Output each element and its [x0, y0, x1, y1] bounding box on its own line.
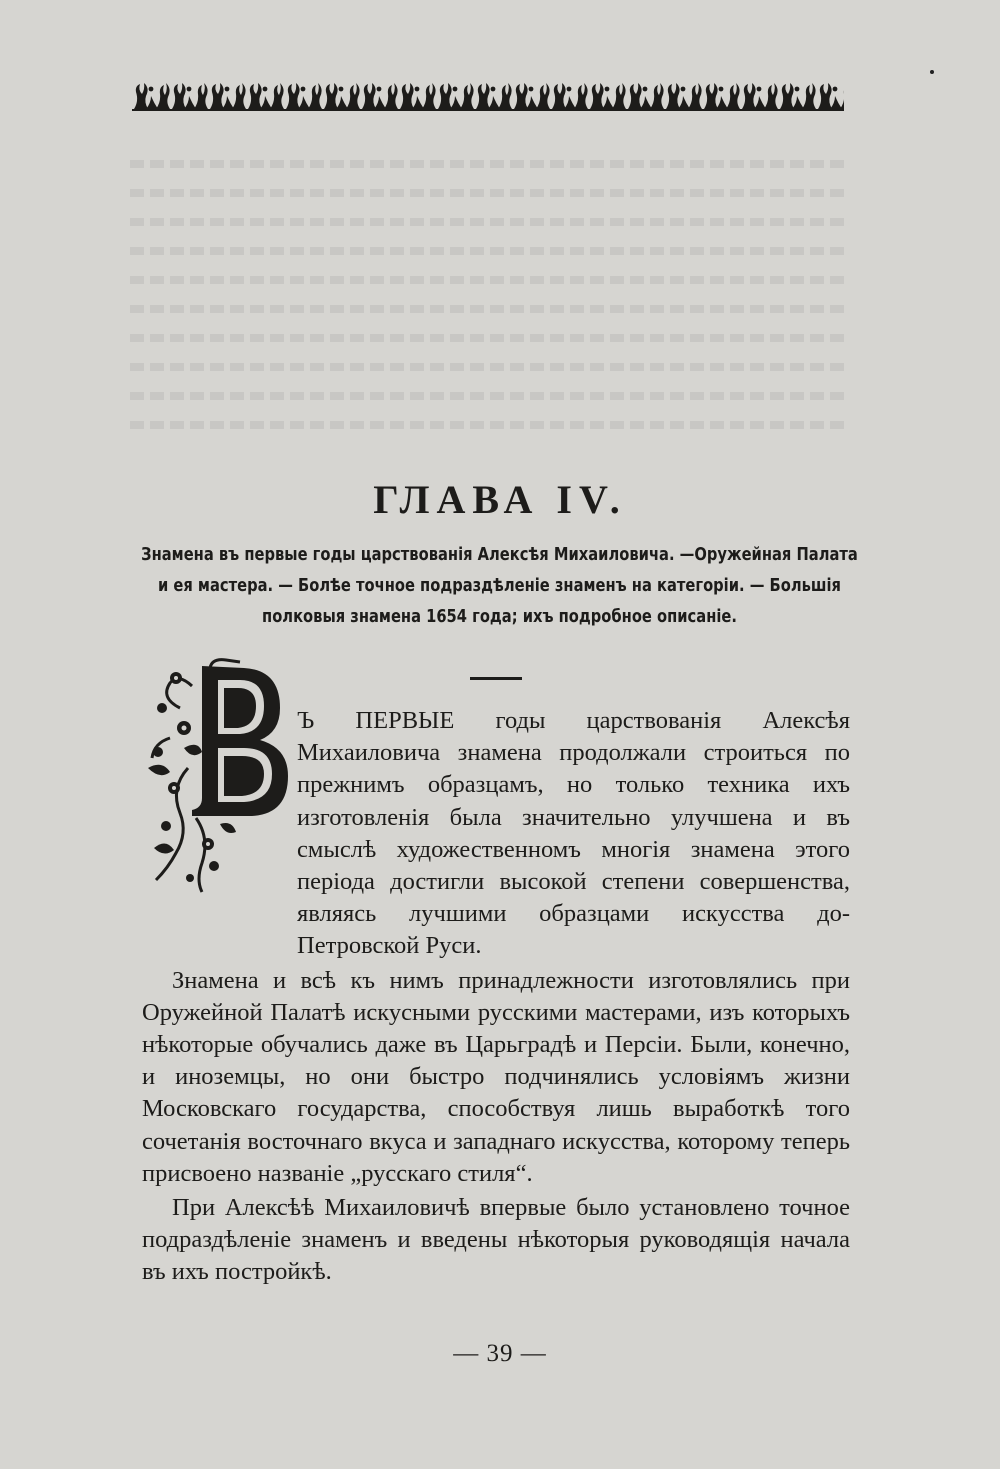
body-text [142, 705, 850, 1289]
section-divider [470, 677, 522, 680]
chapter-summary: Знамена въ первые годы царствованія Алексѣя Михаиловича. —Оружейная Палата и ея мастера. — Болѣе точное подраздѣленіе знаменъ на категоріи. — Большія полковыя знамена 1654 года; ихъ подробное описаніе. [141, 545, 858, 627]
bleed-through-texture [130, 160, 850, 460]
chapter-title: ГЛАВА IV. [373, 477, 627, 522]
ornamental-header-band [132, 78, 844, 114]
paragraph-3: При Алексѣѣ Михаиловичѣ впервые было установлено точное подраздѣленіе знаменъ и введены нѣкоторыя руководящія начала въ ихъ постройкѣ. [142, 1194, 850, 1286]
ink-speck [930, 70, 934, 74]
dropcap-spacer [142, 705, 297, 935]
paragraph-2: Знамена и всѣ къ нимъ принадлежности изготовлялись при Оружейной Палатѣ искусными русскими мастерами, изъ которыхъ нѣкоторые обучались даже въ Царьградѣ и Персіи. Были, конечно, и иноземцы, но они быстро подчинялись условіямъ жизни Московскаго государства, способствуя лишь выработкѣ того сочетанія восточнаго вкуса и западнаго искусства, которому теперь присвоено названіе „русскаго стиля“. [142, 966, 850, 1187]
page-number: — 39 — [453, 1340, 547, 1367]
paragraph-1: Ъ ПЕРВЫЕ годы царствованія Алексѣя Михаиловича знамена продолжали строиться по прежнимъ образцамъ, но только техника ихъ изготовленія была значительно улучшена и въ смыслѣ художественномъ многія знамена этого періода достигли высокой степени совершенства, являясь лучшими образцами искусства до-Петровской Руси. [297, 707, 850, 960]
